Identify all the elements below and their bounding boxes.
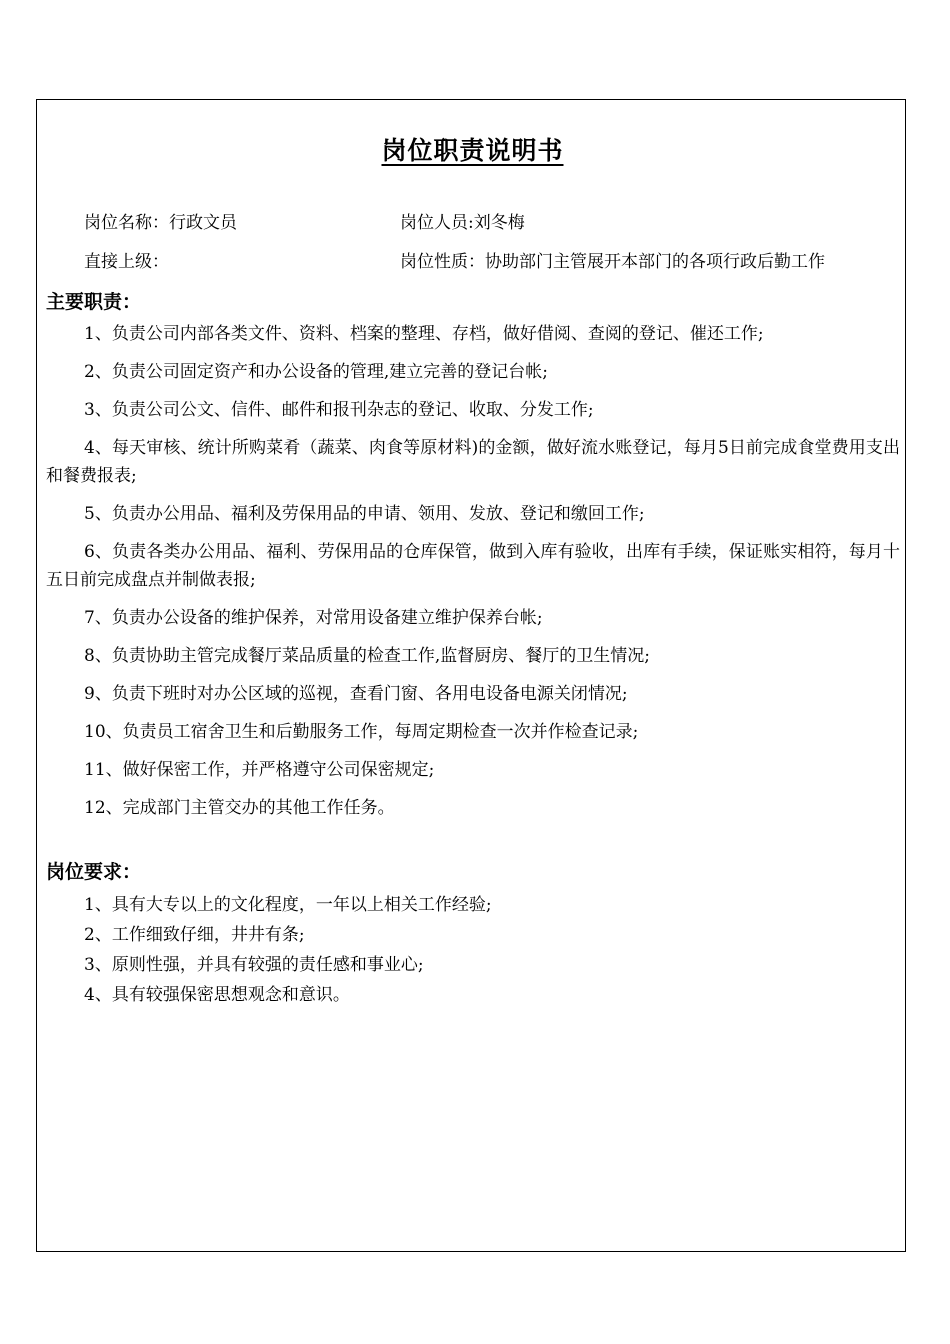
position-name: 岗位名称：行政文员 bbox=[84, 213, 237, 233]
document-title: 岗位职责说明书 bbox=[381, 136, 564, 165]
duty-item: 11、做好保密工作，并严格遵守公司保密规定; bbox=[84, 760, 435, 780]
requirement-item: 3、原则性强，并具有较强的责任感和事业心; bbox=[84, 955, 424, 975]
duty-item: 10、负责员工宿舍卫生和后勤服务工作，每周定期检查一次并作检查记录; bbox=[84, 722, 639, 742]
direct-superior: 直接上级： bbox=[84, 252, 169, 272]
position-staff: 岗位人员:刘冬梅 bbox=[400, 213, 525, 233]
duty-item: 7、负责办公设备的维护保养，对常用设备建立维护保养台帐; bbox=[84, 608, 543, 628]
duty-item: 9、负责下班时对办公区域的巡视，查看门窗、各用电设备电源关闭情况; bbox=[84, 684, 628, 704]
requirement-item: 2、工作细致仔细，井井有条; bbox=[84, 925, 305, 945]
duty-item: 1、负责公司内部各类文件、资料、档案的整理、存档，做好借阅、查阅的登记、催还工作; bbox=[84, 324, 764, 344]
requirement-item: 1、具有大专以上的文化程度，一年以上相关工作经验; bbox=[84, 895, 492, 915]
duties-heading: 主要职责： bbox=[46, 291, 142, 313]
duties-list bbox=[46, 320, 900, 832]
duty-item: 12、完成部门主管交办的其他工作任务。 bbox=[84, 798, 395, 818]
duty-item: 4、每天审核、统计所购菜肴（蔬菜、肉食等原材料)的金额，做好流水账登记，每月5日前完成食堂费用支出和餐费报表; bbox=[46, 438, 900, 486]
position-nature: 岗位性质：协助部门主管展开本部门的各项行政后勤工作 bbox=[400, 252, 825, 272]
requirements-heading: 岗位要求： bbox=[46, 861, 142, 883]
requirements-list bbox=[46, 890, 900, 1010]
duty-item: 5、负责办公用品、福利及劳保用品的申请、领用、发放、登记和缴回工作; bbox=[84, 504, 645, 524]
duty-item: 6、负责各类办公用品、福利、劳保用品的仓库保管，做到入库有验收，出库有手续，保证账实相符，每月十五日前完成盘点并制做表报; bbox=[46, 542, 900, 590]
duty-item: 3、负责公司公文、信件、邮件和报刊杂志的登记、收取、分发工作; bbox=[84, 400, 594, 420]
duty-item: 8、负责协助主管完成餐厅菜品质量的检查工作,监督厨房、餐厅的卫生情况; bbox=[84, 646, 650, 666]
duty-item: 2、负责公司固定资产和办公设备的管理,建立完善的登记台帐; bbox=[84, 362, 548, 382]
requirement-item: 4、具有较强保密思想观念和意识。 bbox=[84, 985, 350, 1005]
